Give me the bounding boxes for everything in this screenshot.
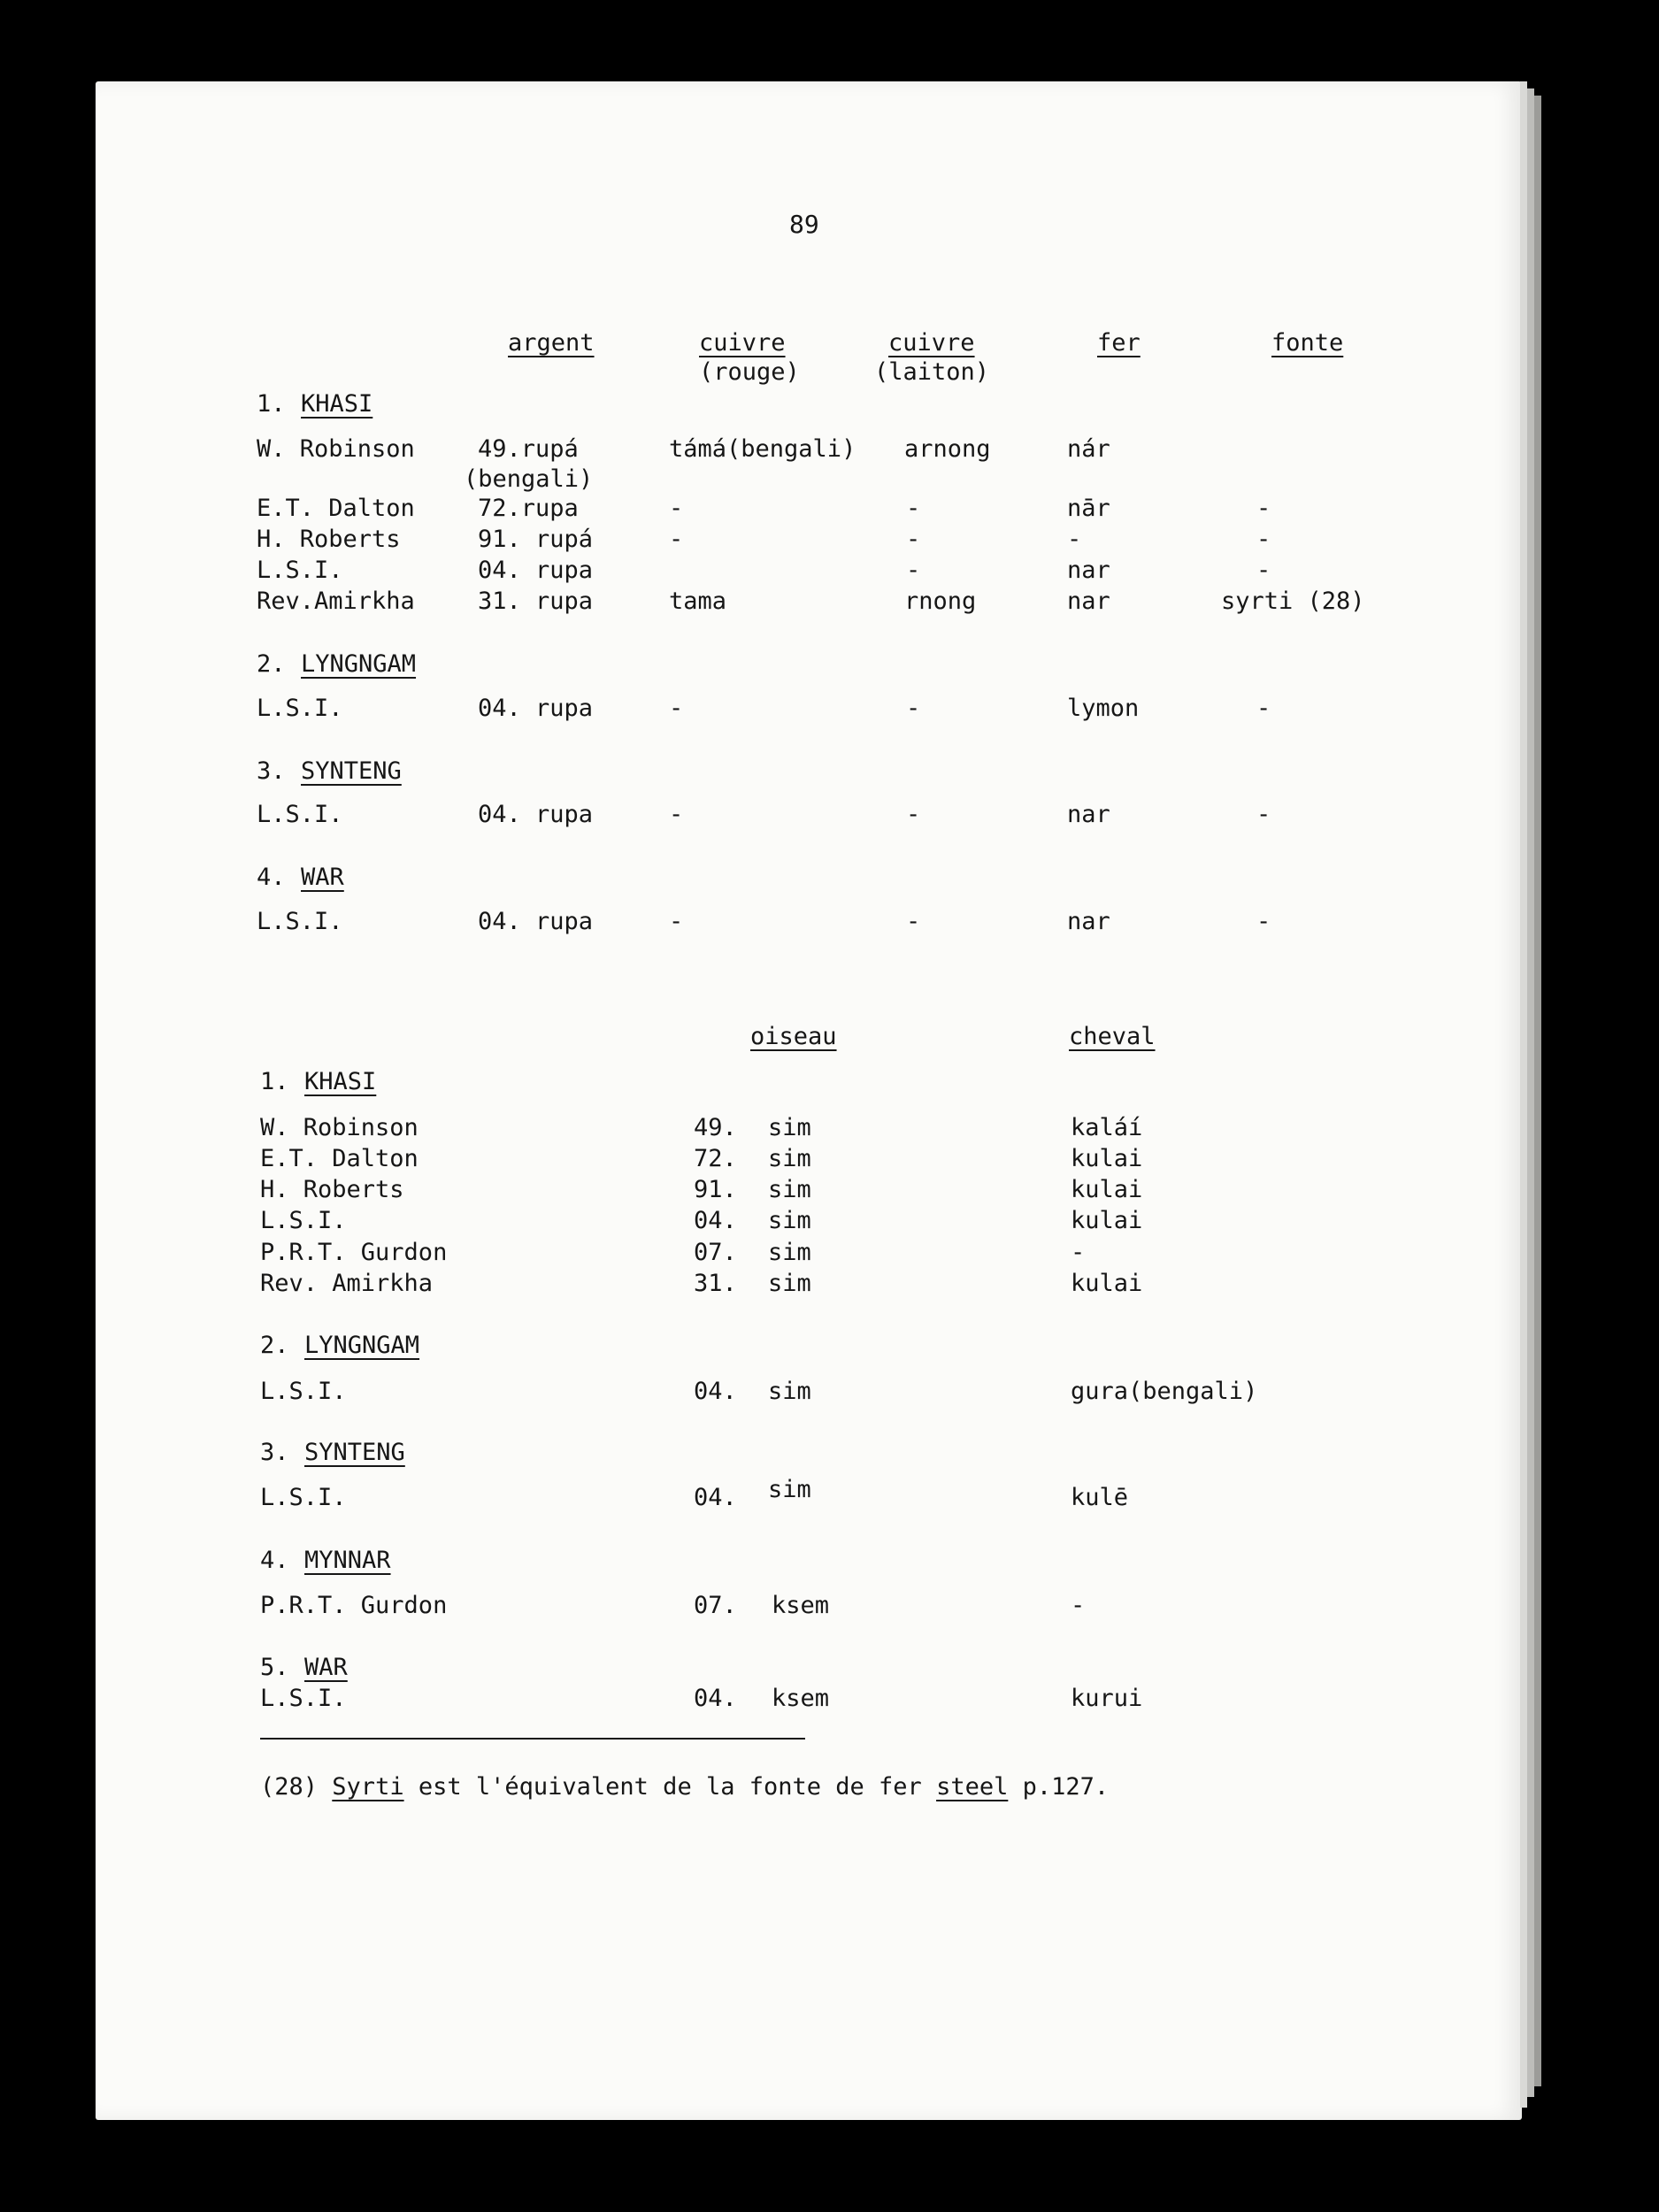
footnote-reference: p.127. [1022,1773,1110,1801]
row-source: L.S.I. [257,801,343,828]
group-title-lyngngam: LYNGNGAM [301,650,417,678]
page-number: 89 [789,210,819,239]
cell-oiseau: sim [768,1176,811,1203]
cell-fer: nar [1067,801,1110,828]
cell-oiseau: sim [768,1378,811,1405]
cell-num: 04. [694,1207,737,1234]
cell-cheval: kulai [1071,1145,1143,1172]
group-title-synteng: SYNTENG [301,757,402,785]
group-number: 3. [257,757,286,785]
row-source: L.S.I. [260,1378,347,1405]
group-number: 2. [260,1332,289,1359]
cell-oiseau: sim [768,1270,811,1297]
cell-cuivre-laiton: - [906,526,921,553]
cell-fonte: - [1256,695,1271,722]
header-oiseau: oiseau [750,1023,837,1050]
row-source: E.T. Dalton [260,1145,419,1172]
cell-cuivre-laiton: - [906,908,921,935]
cell-fer: nār [1067,495,1110,522]
cell-oiseau: ksem [772,1592,830,1619]
cell-num: 49. [694,1114,737,1141]
cell-num: 04. [694,1484,737,1511]
row-source: L.S.I. [260,1207,347,1234]
group-number: 4. [260,1547,289,1574]
cell-fer: - [1067,526,1082,553]
cell-cheval: - [1071,1592,1086,1619]
row-source: L.S.I. [257,557,343,584]
group-title-khasi: KHASI [304,1068,377,1095]
cell-cuivre-laiton: - [906,695,921,722]
row-source: L.S.I. [257,908,343,935]
cell-num: 04. [694,1685,737,1712]
group-title-khasi: KHASI [301,390,373,418]
cell-cheval: kulai [1071,1176,1143,1203]
group-number: 5. [260,1654,289,1681]
cell-argent: 04. rupa [478,557,594,584]
cell-cuivre-rouge: - [669,801,684,828]
cell-oiseau: sim [768,1207,811,1234]
cell-cheval: kulē [1071,1484,1129,1511]
header-cuivre-laiton: cuivre [888,329,975,357]
cell-cheval: gura(bengali) [1071,1378,1258,1405]
row-source: E.T. Dalton [257,495,415,522]
cell-cheval: kurui [1071,1685,1143,1712]
cell-fonte: - [1256,801,1271,828]
cell-cuivre-rouge: támá(bengali) [669,435,856,463]
group-title-mynnar: MYNNAR [304,1547,391,1574]
cell-argent: 04. rupa [478,695,594,722]
cell-fonte: - [1256,526,1271,553]
cell-cheval: kaláí [1071,1114,1143,1141]
cell-cuivre-rouge: - [669,495,684,522]
footnote-number: (28) [260,1773,319,1801]
cell-argent: 91. rupá [478,526,594,553]
row-source: Rev.Amirkha [257,588,415,615]
header-cuivre-rouge-sub: (rouge) [699,358,800,386]
group-number: 3. [260,1439,289,1466]
group-number: 1. [260,1068,289,1095]
row-source: P.R.T. Gurdon [260,1239,448,1266]
cell-argent: 72.rupa [478,495,579,522]
row-source: H. Roberts [260,1176,404,1203]
cell-fonte: - [1256,495,1271,522]
cell-num: 72. [694,1145,737,1172]
cell-fonte: - [1256,908,1271,935]
cell-cuivre-rouge: - [669,695,684,722]
cell-fonte: syrti (28) [1221,588,1365,615]
cell-num: 07. [694,1239,737,1266]
cell-cuivre-laiton: - [906,495,921,522]
page-edge [1527,88,1534,2097]
cell-cheval: kulai [1071,1270,1143,1297]
cell-oiseau: ksem [772,1685,830,1712]
header-fonte: fonte [1271,329,1344,357]
footnote-steel: steel [936,1773,1009,1801]
row-source: W. Robinson [257,435,415,463]
cell-argent-note: (bengali) [464,465,594,493]
cell-cheval: - [1071,1239,1086,1266]
group-number: 4. [257,864,286,891]
cell-fer: nar [1067,908,1110,935]
cell-cuivre-laiton: - [906,801,921,828]
footnote-text: est l'équivalent de la fonte de fer [418,1773,922,1801]
cell-fer: nar [1067,557,1110,584]
row-source: Rev. Amirkha [260,1270,434,1297]
cell-fer: nar [1067,588,1110,615]
header-cuivre-rouge: cuivre [699,329,786,357]
footnote-rule [260,1738,805,1740]
header-cuivre-laiton-sub: (laiton) [874,358,990,386]
page-edge [1534,96,1541,2086]
cell-cuivre-laiton: arnong [904,435,991,463]
cell-num: 07. [694,1592,737,1619]
book-page [96,81,1522,2120]
cell-oiseau: sim [768,1476,811,1503]
header-fer: fer [1097,329,1141,357]
group-title-synteng: SYNTENG [304,1439,405,1466]
row-source: H. Roberts [257,526,401,553]
group-title-war: WAR [301,864,344,891]
footnote-term: Syrti [332,1773,404,1801]
cell-oiseau: sim [768,1239,811,1266]
cell-num: 91. [694,1176,737,1203]
row-source: L.S.I. [257,695,343,722]
cell-cuivre-rouge: tama [669,588,727,615]
cell-cheval: kulai [1071,1207,1143,1234]
cell-cuivre-laiton: - [906,557,921,584]
group-title-war: WAR [304,1654,348,1681]
cell-cuivre-rouge: - [669,526,684,553]
cell-num: 04. [694,1378,737,1405]
cell-fonte: - [1256,557,1271,584]
header-argent: argent [508,329,595,357]
row-source: L.S.I. [260,1685,347,1712]
cell-argent: 04. rupa [478,801,594,828]
cell-oiseau: sim [768,1114,811,1141]
cell-cuivre-laiton: rnong [904,588,977,615]
row-source: P.R.T. Gurdon [260,1592,448,1619]
header-cheval: cheval [1069,1023,1156,1050]
footnote [260,1773,1109,1801]
cell-cuivre-rouge: - [669,908,684,935]
row-source: L.S.I. [260,1484,347,1511]
cell-num: 31. [694,1270,737,1297]
cell-oiseau: sim [768,1145,811,1172]
group-title-lyngngam: LYNGNGAM [304,1332,420,1359]
group-number: 2. [257,650,286,678]
row-source: W. Robinson [260,1114,419,1141]
page-edge [1520,81,1527,2108]
cell-argent: 04. rupa [478,908,594,935]
group-number: 1. [257,390,286,418]
cell-fer: nár [1067,435,1110,463]
cell-argent: 31. rupa [478,588,594,615]
cell-fer: lymon [1067,695,1140,722]
cell-argent: 49.rupá [478,435,579,463]
